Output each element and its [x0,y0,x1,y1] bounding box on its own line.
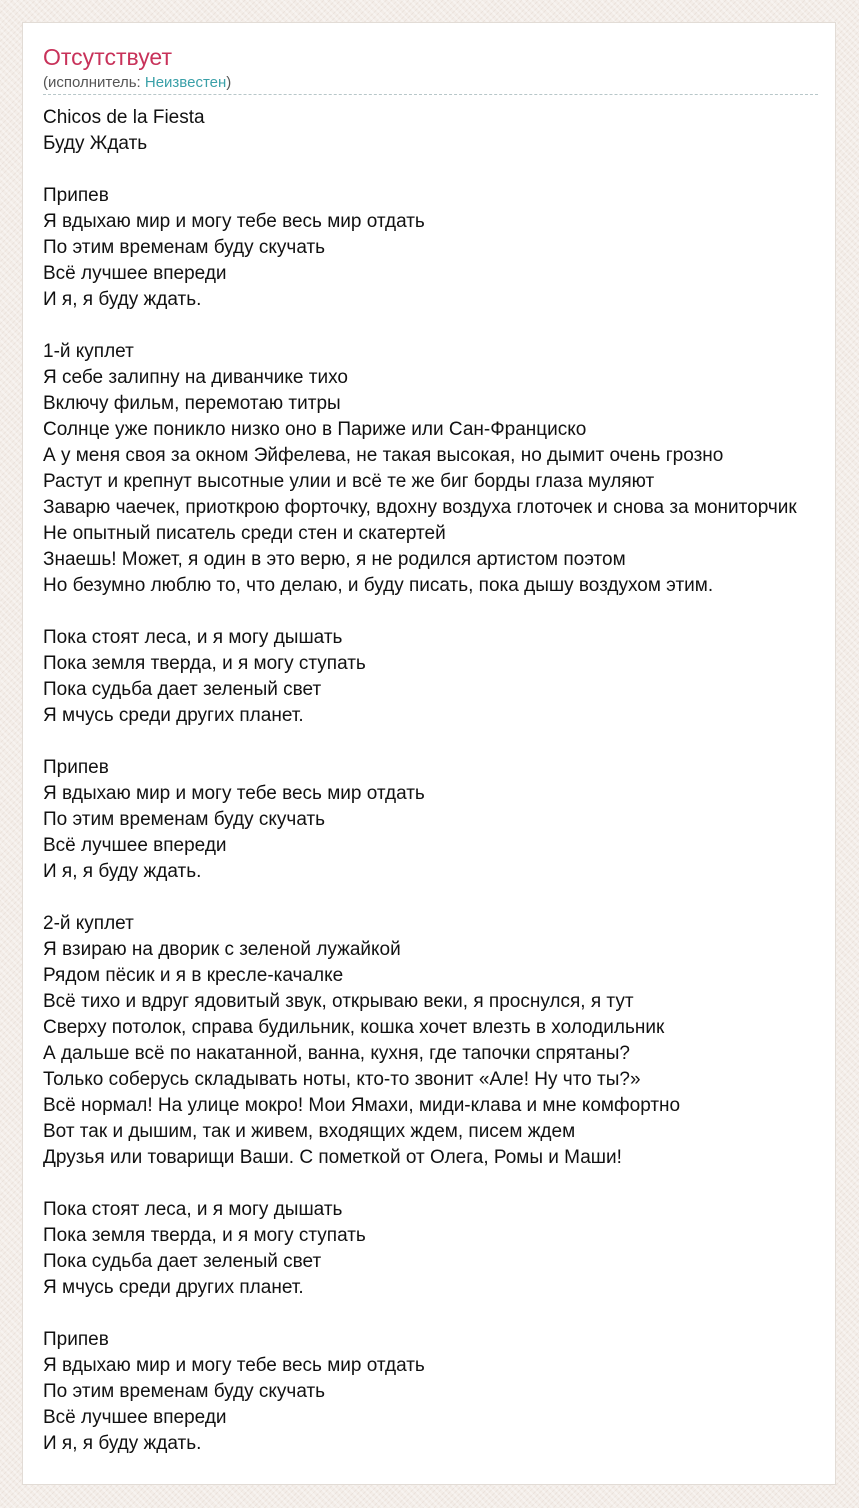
artist-line [43,73,231,93]
lyric-blank-line [43,729,836,755]
lyric-line: Заварю чаечек, приоткрою форточку, вдохну воздуха глоточек и снова за мониторчик [43,497,797,518]
artist-suffix: ) [226,74,232,91]
lyric-line: Пока судьба дает зеленый свет [43,1251,322,1272]
lyric-line: Я мчусь среди других планет. [43,705,304,726]
lyric-line: Я вдыхаю мир и могу тебе весь мир отдать [43,211,425,232]
lyric-line: Друзья или товарищи Ваши. С пометкой от Олега, Ромы и Маши! [43,1147,622,1168]
lyrics-text [43,105,836,1457]
lyric-line: И я, я буду ждать. [43,861,202,882]
lyric-line: Я себе залипну на диванчике тихо [43,367,348,388]
lyric-line: Вот так и дышим, так и живем, входящих ждем, писем ждем [43,1121,576,1142]
lyric-line: Всё лучшее впереди [43,1407,227,1428]
lyric-line: Всё лучшее впереди [43,835,227,856]
lyric-line: Пока стоят леса, и я могу дышать [43,627,343,648]
lyrics-card [22,22,836,1485]
lyric-line: Включу фильм, перемотаю титры [43,393,341,414]
lyric-line: Припев [43,185,109,206]
lyric-line: Знаешь! Может, я один в это верю, я не родился артистом поэтом [43,549,626,570]
lyric-blank-line [43,1301,836,1327]
lyric-line: Пока земля тверда, и я могу ступать [43,1225,366,1246]
lyric-line: И я, я буду ждать. [43,1433,202,1454]
lyric-line: А у меня своя за окном Эйфелева, не такая высокая, но дымит очень грозно [43,445,724,466]
lyric-line: Всё тихо и вдруг ядовитый звук, открываю веки, я проснулся, я тут [43,991,634,1012]
lyric-line: Пока стоят леса, и я могу дышать [43,1199,343,1220]
lyric-line: 2-й куплет [43,913,134,934]
song-title: Отсутствует [43,44,172,70]
lyric-line: Растут и крепнут высотные улии и всё те же биг борды глаза муляют [43,471,655,492]
lyric-line: Я вдыхаю мир и могу тебе весь мир отдать [43,1355,425,1376]
lyric-line: Буду Ждать [43,133,148,154]
lyric-line: Всё нормал! На улице мокро! Мои Ямахи, миди-клава и мне комфортно [43,1095,681,1116]
lyric-line: Но безумно люблю то, что делаю, и буду писать, пока дышу воздухом этим. [43,575,714,596]
lyric-line: Не опытный писатель среди стен и скатертей [43,523,446,544]
lyric-line: Я взираю на дворик с зеленой лужайкой [43,939,401,960]
lyric-line: Сверху потолок, справа будильник, кошка хочет влезть в холодильник [43,1017,665,1038]
artist-prefix: (исполнитель: [43,74,145,91]
lyric-line: По этим временам буду скучать [43,809,326,830]
lyric-line: Только соберусь складывать ноты, кто-то звонит «Але! Ну что ты?» [43,1069,641,1090]
artist-link[interactable]: Неизвестен [144,74,227,91]
lyric-line: Рядом пёсик и я в кресле-качалке [43,965,344,986]
lyric-line: Всё лучшее впереди [43,263,227,284]
lyric-line: Chicos de la Fiesta [43,107,205,128]
lyric-line: По этим временам буду скучать [43,237,326,258]
lyric-line: Припев [43,1329,109,1350]
header-divider [43,94,818,95]
lyric-blank-line [43,1171,836,1197]
lyric-blank-line [43,885,836,911]
lyric-line: И я, я буду ждать. [43,289,202,310]
lyric-line: Пока земля тверда, и я могу ступать [43,653,366,674]
lyric-blank-line [43,313,836,339]
lyric-line: Пока судьба дает зеленый свет [43,679,322,700]
lyric-line: 1-й куплет [43,341,134,362]
lyric-line: А дальше всё по накатанной, ванна, кухня, где тапочки спрятаны? [43,1043,630,1064]
lyric-line: Припев [43,757,109,778]
lyric-line: Солнце уже поникло низко оно в Париже или Сан-Франциско [43,419,587,440]
lyric-line: Я мчусь среди других планет. [43,1277,304,1298]
lyric-line: Я вдыхаю мир и могу тебе весь мир отдать [43,783,425,804]
lyric-blank-line [43,599,836,625]
lyric-blank-line [43,157,836,183]
lyric-line: По этим временам буду скучать [43,1381,326,1402]
